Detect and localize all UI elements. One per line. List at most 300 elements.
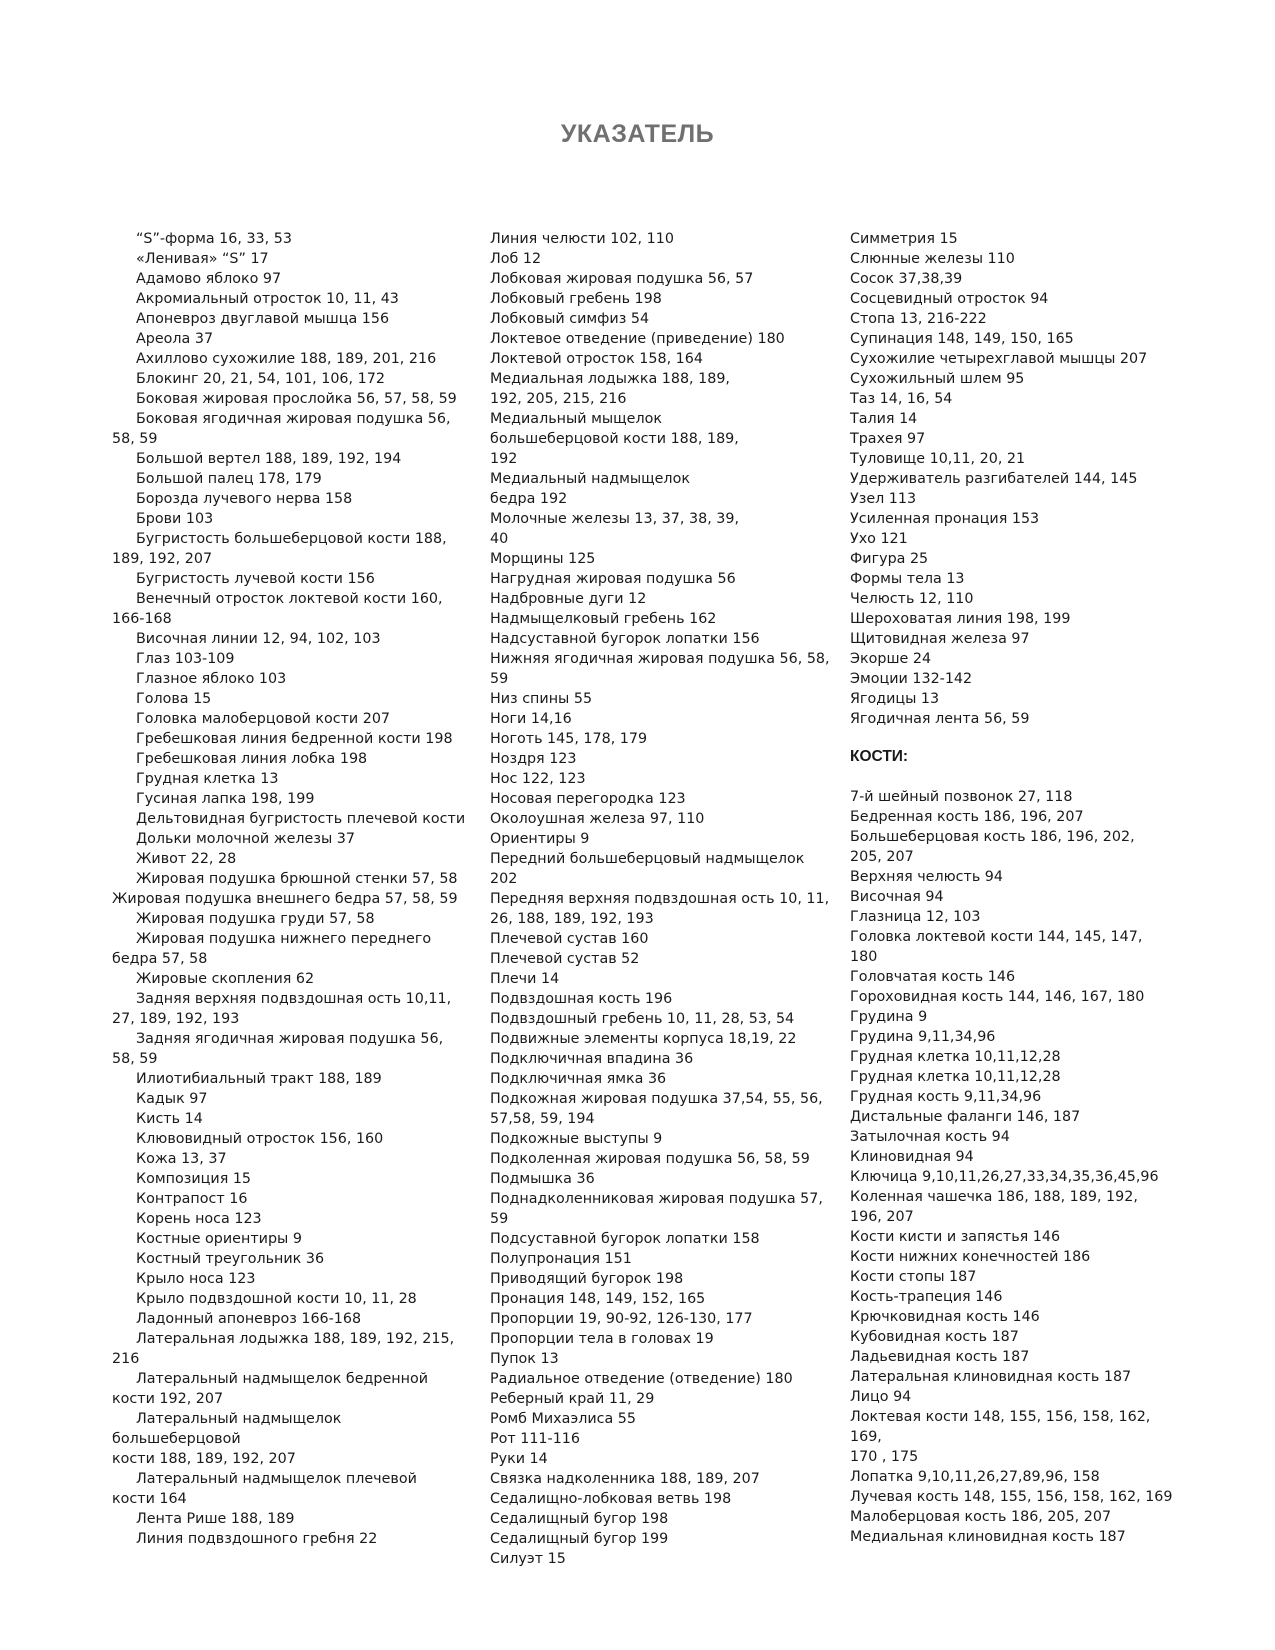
index-entry	[850, 249, 1180, 269]
index-entry-line: Подвздошный гребень 10, 11, 28, 53, 54	[490, 1011, 795, 1027]
index-entry	[112, 869, 467, 889]
index-entry	[112, 709, 467, 729]
index-entry	[490, 1029, 835, 1049]
index-entry-line: Локтевое отведение (приведение) 180	[490, 331, 785, 347]
index-entry	[112, 1229, 467, 1249]
index-entry	[850, 1147, 1180, 1167]
index-entry-line: Головчатая кость 146	[850, 969, 1016, 985]
index-entry-line: Супинация 148, 149, 150, 165	[850, 331, 1074, 347]
index-entry-line: Дольки молочной железы 37	[136, 831, 355, 847]
index-entry-line: Кости нижних конечностей 186	[850, 1249, 1091, 1265]
index-entry-line: Кубовидная кость 187	[850, 1329, 1019, 1345]
index-entry-line: Височная 94	[850, 889, 944, 905]
index-entry-line: Экорше 24	[850, 651, 932, 667]
index-entry	[850, 229, 1180, 249]
index-entry-line: Подкожные выступы 9	[490, 1131, 663, 1147]
index-entry	[490, 309, 835, 329]
index-entry	[112, 569, 467, 589]
index-entry-line: Лобковый гребень 198	[490, 291, 662, 307]
index-entry	[112, 589, 467, 629]
index-entry-line: Голова 15	[136, 691, 212, 707]
index-entry	[490, 289, 835, 309]
index-entry	[112, 989, 467, 1029]
index-entry-line: Нос 122, 123	[490, 771, 586, 787]
index-entry-line: 26, 188, 189, 192, 193	[490, 911, 654, 927]
index-entry	[850, 1307, 1180, 1327]
index-entry	[112, 229, 467, 249]
index-entry	[850, 569, 1180, 589]
index-entry	[490, 989, 835, 1009]
index-entry	[490, 1329, 835, 1349]
index-entry-line: бедра 192	[490, 491, 568, 507]
index-entry-line: Фигура 25	[850, 551, 929, 567]
index-entry	[112, 349, 467, 369]
index-entry-line: Илиотибиальный тракт 188, 189	[136, 1071, 382, 1087]
index-entry	[112, 329, 467, 349]
index-entry-line: Бедренная кость 186, 196, 207	[850, 809, 1084, 825]
index-entry	[490, 729, 835, 749]
index-entry-line: Медиальный надмыщелок	[490, 471, 690, 487]
index-entry-line: Носовая перегородка 123	[490, 791, 686, 807]
index-column-1	[112, 229, 467, 1549]
index-entry	[850, 689, 1180, 709]
index-entry	[112, 809, 467, 829]
index-entry	[490, 929, 835, 949]
index-entry-line: Лицо 94	[850, 1389, 912, 1405]
index-entry-line: Грудная клетка 10,11,12,28	[850, 1049, 1061, 1065]
index-entry	[490, 1169, 835, 1189]
index-entry-line: 205, 207	[850, 849, 914, 865]
index-entry	[112, 1169, 467, 1189]
index-entry-line: Крыло носа 123	[136, 1271, 256, 1287]
index-entry-line: Жировые скопления 62	[136, 971, 315, 987]
index-entry	[490, 969, 835, 989]
index-entry-line: Пропорции 19, 90-92, 126-130, 177	[490, 1311, 753, 1327]
index-entry	[490, 749, 835, 769]
index-entry	[490, 249, 835, 269]
index-entry-line: Радиальное отведение (отведение) 180	[490, 1371, 793, 1387]
index-entry-line: Лоб 12	[490, 251, 542, 267]
index-entry-line: Удерживатель разгибателей 144, 145	[850, 471, 1138, 487]
index-entry	[490, 649, 835, 689]
index-entry-line: Гребешковая линия лобка 198	[136, 751, 368, 767]
index-entry-line: 40	[490, 531, 509, 547]
index-entry	[112, 909, 467, 929]
index-entry-line: Глаз 103-109	[136, 651, 235, 667]
index-entry-line: Нагрудная жировая подушка 56	[490, 571, 736, 587]
index-entry-line: Кость-трапеция 146	[850, 1289, 1003, 1305]
index-entry-line: Акромиальный отросток 10, 11, 43	[136, 291, 399, 307]
index-entry-line: Борозда лучевого нерва 158	[136, 491, 353, 507]
index-entry-line: Лента Рише 188, 189	[136, 1511, 295, 1527]
index-entry	[490, 1149, 835, 1169]
index-entry-line: Крючковидная кость 146	[850, 1309, 1040, 1325]
index-entry	[850, 289, 1180, 309]
index-entry-line: Верхняя челюсть 94	[850, 869, 1004, 885]
index-entry-line: Формы тела 13	[850, 571, 965, 587]
index-entry	[112, 389, 467, 409]
index-entry-line: Ноготь 145, 178, 179	[490, 731, 648, 747]
index-entry	[112, 729, 467, 749]
index-entry-line: Живот 22, 28	[136, 851, 237, 867]
index-entry	[490, 889, 835, 929]
index-entry	[850, 469, 1180, 489]
index-entry-line: Затылочная кость 94	[850, 1129, 1010, 1145]
index-entry-line: Лобковый симфиз 54	[490, 311, 650, 327]
index-entry-line: Околоушная железа 97, 110	[490, 811, 705, 827]
index-entry	[850, 1167, 1180, 1187]
index-entry-line: Жировая подушка нижнего переднего	[136, 931, 432, 947]
index-entry-line: 59	[490, 1211, 509, 1227]
index-entry-line: 57,58, 59, 194	[490, 1111, 595, 1127]
index-entry-line: Ноги 14,16	[490, 711, 572, 727]
index-entry-line: Апоневроз двуглавой мышца 156	[136, 311, 390, 327]
index-entry	[490, 589, 835, 609]
index-entry-line: Грудная клетка 13	[136, 771, 279, 787]
index-entry	[850, 389, 1180, 409]
index-entry-line: Подсуставной бугорок лопатки 158	[490, 1231, 760, 1247]
index-entry	[490, 1369, 835, 1389]
index-entry	[112, 289, 467, 309]
index-entry-line: Лобковая жировая подушка 56, 57	[490, 271, 754, 287]
index-entry-line: Боковая ягодичная жировая подушка 56,	[136, 411, 451, 427]
index-entry-line: Большеберцовая кость 186, 196, 202,	[850, 829, 1135, 845]
index-entry-line: 192	[490, 451, 518, 467]
index-entry-line: Локтевая кости 148, 155, 156, 158, 162, 169,	[850, 1409, 1151, 1445]
index-entry	[850, 449, 1180, 469]
index-entry-line: Слюнные железы 110	[850, 251, 1015, 267]
index-entry-line: Ладонный апоневроз 166-168	[136, 1311, 362, 1327]
index-entry-line: Реберный край 11, 29	[490, 1391, 655, 1407]
index-entry-line: Латеральная лодыжка 188, 189, 192, 215,	[136, 1331, 455, 1347]
index-entry	[112, 1409, 467, 1469]
index-entry-line: Ладьевидная кость 187	[850, 1349, 1030, 1365]
index-entry-line: Кисть 14	[136, 1111, 203, 1127]
index-entry-line: Бугристость большеберцовой кости 188,	[136, 531, 447, 547]
index-entry-line: Челюсть 12, 110	[850, 591, 974, 607]
index-entry	[850, 927, 1180, 967]
index-entry	[850, 1267, 1180, 1287]
index-entry-line: Головка локтевой кости 144, 145, 147,	[850, 929, 1143, 945]
index-entry	[850, 1087, 1180, 1107]
index-entry	[112, 849, 467, 869]
index-entry	[850, 1507, 1180, 1527]
index-entry	[112, 969, 467, 989]
index-entry-line: Симметрия 15	[850, 231, 958, 247]
index-entry	[850, 429, 1180, 449]
index-entry	[850, 1247, 1180, 1267]
index-entry-line: Дистальные фаланги 146, 187	[850, 1109, 1081, 1125]
index-entry-line: Сосок 37,38,39	[850, 271, 963, 287]
index-entry-line: кости 188, 189, 192, 207	[112, 1451, 296, 1467]
index-entry	[112, 1249, 467, 1269]
index-entry-line: Ухо 121	[850, 531, 908, 547]
index-entry	[850, 967, 1180, 987]
index-entry-line: Пропорции тела в головах 19	[490, 1331, 714, 1347]
index-entry-line: Композиция 15	[136, 1171, 252, 1187]
index-entry	[112, 1469, 467, 1509]
index-entry-line: Грудина 9	[850, 1009, 928, 1025]
index-entry-line: Связка надколенника 188, 189, 207	[490, 1471, 760, 1487]
index-entry-line: Надбровные дуги 12	[490, 591, 647, 607]
index-entry-line: 7-й шейный позвонок 27, 118	[850, 789, 1073, 805]
index-entry	[112, 469, 467, 489]
index-entry	[850, 409, 1180, 429]
index-entry	[112, 1089, 467, 1109]
index-entry	[112, 369, 467, 389]
index-entry	[112, 1289, 467, 1309]
index-entry	[850, 867, 1180, 887]
index-entry	[112, 1369, 467, 1409]
index-entry-line: Костный треугольник 36	[136, 1251, 325, 1267]
index-entry-line: Сухожилие четырехглавой мышцы 207	[850, 351, 1148, 367]
index-entry	[112, 649, 467, 669]
index-entry-line: Латеральный надмыщелок бедренной	[136, 1371, 429, 1387]
index-entry	[490, 1489, 835, 1509]
index-entry	[850, 1347, 1180, 1367]
index-entry-line: 192, 205, 215, 216	[490, 391, 627, 407]
index-entry-line: Полупронация 151	[490, 1251, 632, 1267]
index-entry-line: Линия подвздошного гребня 22	[136, 1531, 378, 1547]
index-entry	[490, 1249, 835, 1269]
index-entry-line: Морщины 125	[490, 551, 596, 567]
index-entry	[490, 569, 835, 589]
index-entry-line: Ареола 37	[136, 331, 214, 347]
index-entry-line: Блокинг 20, 21, 54, 101, 106, 172	[136, 371, 385, 387]
index-entry	[850, 649, 1180, 669]
index-entry-line: Глазница 12, 103	[850, 909, 981, 925]
index-entry-line: Кожа 13, 37	[136, 1151, 227, 1167]
index-entry	[112, 789, 467, 809]
index-entry	[490, 469, 835, 509]
index-entry-line: Адамово яблоко 97	[136, 271, 282, 287]
index-entry	[490, 1189, 835, 1229]
index-entry	[850, 1067, 1180, 1087]
index-entry-line: Ключица 9,10,11,26,27,33,34,35,36,45,96	[850, 1169, 1159, 1185]
index-entry-line: Подключичная ямка 36	[490, 1071, 667, 1087]
index-entry-line: Таз 14, 16, 54	[850, 391, 953, 407]
index-entry-line: Передняя верхняя подвздошная ость 10, 11,	[490, 891, 830, 907]
index-column-2	[490, 229, 835, 1569]
index-entry	[490, 549, 835, 569]
index-entry-line: Нижняя ягодичная жировая подушка 56, 58, 59	[490, 651, 830, 687]
index-entry-line: Малоберцовая кость 186, 205, 207	[850, 1509, 1112, 1525]
index-entry	[112, 889, 467, 909]
index-entry-line: Гороховидная кость 144, 146, 167, 180	[850, 989, 1145, 1005]
index-entry	[490, 1129, 835, 1149]
index-entry-line: Клювовидный отросток 156, 160	[136, 1131, 384, 1147]
index-entry	[490, 1529, 835, 1549]
index-entry	[112, 829, 467, 849]
index-entry	[850, 529, 1180, 549]
index-entry	[112, 929, 467, 969]
index-entry	[490, 1409, 835, 1429]
index-entry	[850, 1127, 1180, 1147]
index-entry-line: Контрапост 16	[136, 1191, 248, 1207]
index-entry	[112, 1129, 467, 1149]
index-entry-line: Брови 103	[136, 511, 214, 527]
index-entry-line: Ягодицы 13	[850, 691, 940, 707]
index-entry-line: Надмыщелковый гребень 162	[490, 611, 717, 627]
index-entry-line: бедра 57, 58	[112, 951, 208, 967]
index-entry-line: Сухожильный шлем 95	[850, 371, 1025, 387]
index-entry-line: Задняя ягодичная жировая подушка 56,	[136, 1031, 444, 1047]
index-entry-line: 196, 207	[850, 1209, 914, 1225]
index-entry	[850, 1007, 1180, 1027]
index-entry	[490, 1549, 835, 1569]
index-entry-line: «Ленивая» “S” 17	[136, 251, 269, 267]
index-entry-line: Задняя верхняя подвздошная ость 10,11,	[136, 991, 452, 1007]
index-entry	[112, 449, 467, 469]
index-entry-line: 180	[850, 949, 878, 965]
index-entry	[112, 1069, 467, 1089]
index-entry-line: Головка малоберцовой кости 207	[136, 711, 391, 727]
index-entry	[850, 987, 1180, 1007]
index-entry-line: Гусиная лапка 198, 199	[136, 791, 315, 807]
index-entry-line: Туловище 10,11, 20, 21	[850, 451, 1026, 467]
index-entry	[850, 787, 1180, 807]
index-entry-line: 166-168	[112, 611, 172, 627]
index-entry-line: Латеральный надмыщелок большеберцовой	[112, 1411, 342, 1447]
index-entry	[490, 1289, 835, 1309]
index-entry-line: 216	[112, 1351, 140, 1367]
index-entry-line: Грудная кость 9,11,34,96	[850, 1089, 1042, 1105]
index-entry-line: Локтевой отросток 158, 164	[490, 351, 703, 367]
index-entry	[850, 1187, 1180, 1227]
index-entry-line: Латеральный надмыщелок плечевой	[136, 1471, 417, 1487]
index-entry	[490, 1069, 835, 1089]
index-entry	[112, 1029, 467, 1069]
index-entry	[490, 1449, 835, 1469]
index-entry-line: 27, 189, 192, 193	[112, 1011, 240, 1027]
index-entry-line: Дельтовидная бугристость плечевой кости	[136, 811, 466, 827]
index-entry-line: Грудина 9,11,34,96	[850, 1029, 996, 1045]
index-entry-line: Сосцевидный отросток 94	[850, 291, 1049, 307]
index-entry	[850, 629, 1180, 649]
index-entry-line: 170 , 175	[850, 1449, 919, 1465]
index-entry-line: Седалищный бугор 198	[490, 1511, 669, 1527]
index-entry-line: Талия 14	[850, 411, 918, 427]
index-entry	[850, 269, 1180, 289]
index-entry-line: Приводящий бугорок 198	[490, 1271, 684, 1287]
index-entry-line: Костные ориентиры 9	[136, 1231, 302, 1247]
index-entry	[490, 1469, 835, 1489]
index-entry	[850, 669, 1180, 689]
index-entry	[490, 229, 835, 249]
index-entry	[112, 1209, 467, 1229]
index-entry	[490, 609, 835, 629]
index-entry-line: Крыло подвздошной кости 10, 11, 28	[136, 1291, 417, 1307]
index-entry	[490, 369, 835, 409]
index-entry	[112, 489, 467, 509]
index-entry	[490, 1309, 835, 1329]
page-title: УКАЗАТЕЛЬ	[560, 120, 715, 148]
index-entry-line: Линия челюсти 102, 110	[490, 231, 674, 247]
index-entry	[490, 1229, 835, 1249]
index-entry	[112, 509, 467, 529]
index-entry-line: Подвижные элементы корпуса 18,19, 22	[490, 1031, 797, 1047]
index-entry	[850, 589, 1180, 609]
index-entry-line: Пупок 13	[490, 1351, 559, 1367]
index-entry-line: Поднадколенниковая жировая подушка 57,	[490, 1191, 823, 1207]
index-entry-line: Грудная клетка 10,11,12,28	[850, 1069, 1061, 1085]
index-entry	[490, 1429, 835, 1449]
index-entry-line: кости 192, 207	[112, 1391, 224, 1407]
index-entry	[490, 709, 835, 729]
index-entry-line: Корень носа 123	[136, 1211, 262, 1227]
index-entry-line: Латеральная клиновидная кость 187	[850, 1369, 1132, 1385]
bones-heading: КОСТИ:	[850, 748, 909, 765]
index-entry	[490, 1389, 835, 1409]
index-entry	[850, 1287, 1180, 1307]
index-entry-line: Узел 113	[850, 491, 917, 507]
index-entry-line: Височная линии 12, 94, 102, 103	[136, 631, 381, 647]
index-entry-line: Лучевая кость 148, 155, 156, 158, 162, 169	[850, 1489, 1173, 1505]
index-entry	[850, 907, 1180, 927]
index-entry-line: Ахиллово сухожилие 188, 189, 201, 216	[136, 351, 437, 367]
index-entry-line: Плечи 14	[490, 971, 560, 987]
index-entry	[112, 1189, 467, 1209]
index-entry	[490, 849, 835, 889]
index-entry	[112, 1529, 467, 1549]
index-entry-line: Щитовидная железа 97	[850, 631, 1030, 647]
index-entry	[850, 1227, 1180, 1247]
index-entry	[112, 749, 467, 769]
index-entry-line: Эмоции 132-142	[850, 671, 973, 687]
index-entry-line: Руки 14	[490, 1451, 548, 1467]
index-entry-line: кости 164	[112, 1491, 187, 1507]
index-entry	[112, 529, 467, 569]
index-entry	[850, 827, 1180, 867]
index-entry	[112, 1329, 467, 1369]
index-entry	[850, 1387, 1180, 1407]
index-entry	[490, 1049, 835, 1069]
index-entry-line: 189, 192, 207	[112, 551, 213, 567]
index-entry	[112, 669, 467, 689]
index-entry-line: Передний большеберцовый надмыщелок 202	[490, 851, 805, 887]
index-entry	[490, 809, 835, 829]
index-entry	[850, 887, 1180, 907]
index-entry	[490, 1349, 835, 1369]
index-entry	[112, 769, 467, 789]
index-entry	[850, 1487, 1180, 1507]
index-entry	[112, 1149, 467, 1169]
index-entry	[490, 509, 835, 549]
index-entry	[112, 629, 467, 649]
index-entry	[850, 309, 1180, 329]
index-entry-line: Усиленная пронация 153	[850, 511, 1040, 527]
index-entry	[490, 629, 835, 649]
index-entry-line: Ориентиры 9	[490, 831, 590, 847]
index-entry	[112, 269, 467, 289]
index-entry	[490, 269, 835, 289]
index-entry-line: Жировая подушка внешнего бедра 57, 58, 59	[112, 891, 458, 907]
index-entry	[850, 609, 1180, 629]
index-column-3	[850, 229, 1180, 1547]
index-entry	[112, 309, 467, 329]
index-entry	[850, 349, 1180, 369]
index-entry	[490, 409, 835, 469]
index-entry	[850, 509, 1180, 529]
index-entry	[850, 807, 1180, 827]
index-entry-line: Коленная чашечка 186, 188, 189, 192,	[850, 1189, 1138, 1205]
index-entry	[850, 1107, 1180, 1127]
index-entry-line: Подключичная впадина 36	[490, 1051, 694, 1067]
index-entry-line: Седалищный бугор 199	[490, 1531, 669, 1547]
index-entry-line: Седалищно-лобковая ветвь 198	[490, 1491, 732, 1507]
index-entry-line: Медиальный мыщелок	[490, 411, 662, 427]
index-entry-line: Большой палец 178, 179	[136, 471, 322, 487]
